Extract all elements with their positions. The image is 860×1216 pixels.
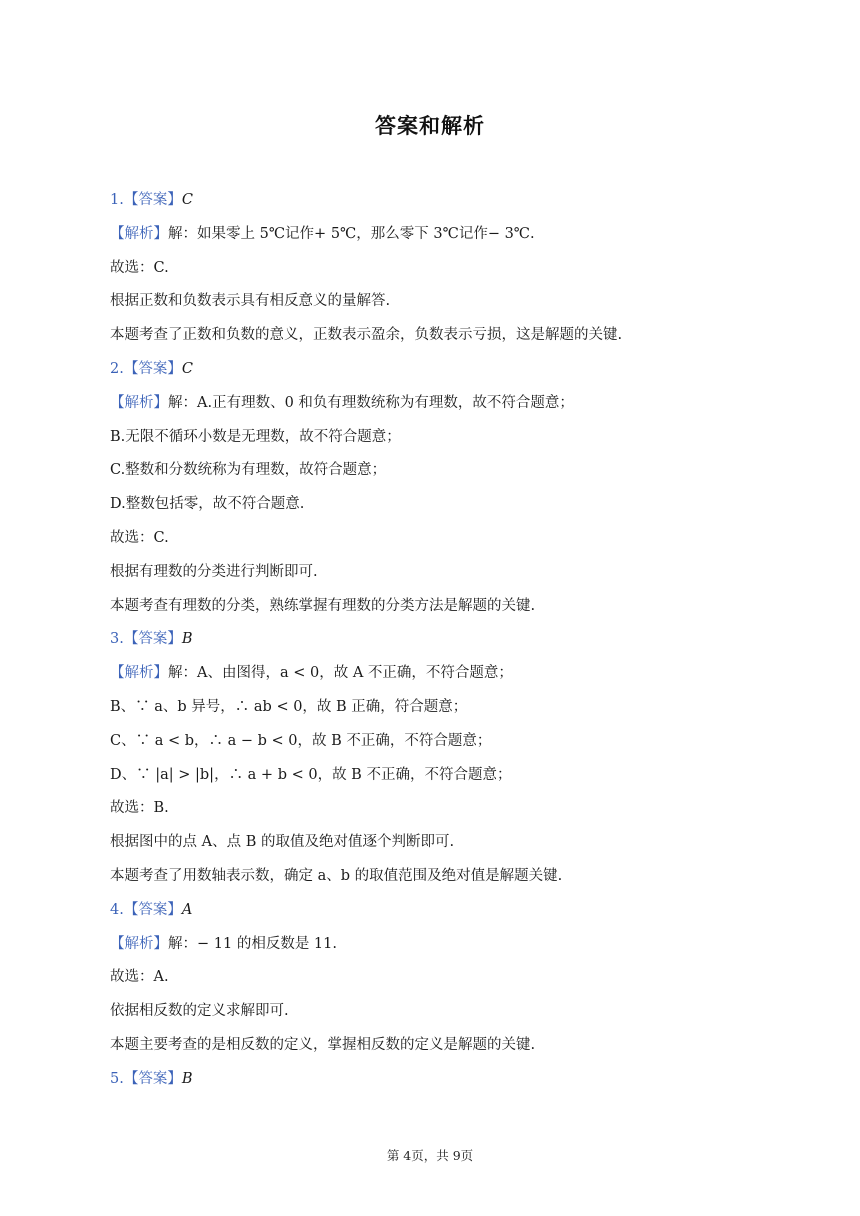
page-footer: 第 4页，共 9页 [386, 1148, 474, 1163]
answer-tag: 【答案】 [123, 1070, 182, 1087]
text-line: B、∵ a、b 异号，∴ ab < 0，故 B 正确，符合题意； [110, 698, 468, 715]
analysis-line [110, 221, 750, 255]
analysis-text: 解：A、由图得，a < 0，故 A 不正确，不符合题意； [168, 665, 513, 682]
text-line: 本题考查有理数的分类，熟练掌握有理数的分类方法是解题的关键. [110, 597, 536, 614]
question-number: 5. [110, 1070, 124, 1087]
text-line: C.整数和分数统称为有理数，故符合题意； [110, 462, 387, 479]
text-line: C、∵ a < b，∴ a − b < 0，故 B 不正确，不符合题意； [110, 732, 492, 749]
text-line: D.整数包括零，故不符合题意. [110, 496, 305, 513]
analysis-tag: 【解析】 [110, 665, 168, 682]
text-line: 故选：C. [110, 529, 169, 546]
answer-tag: 【答案】 [123, 192, 182, 208]
text-line: 本题考查了正数和负数的意义，正数表示盈余，负数表示亏损，这是解题的关键. [110, 327, 623, 344]
answer-choice: C [181, 192, 193, 208]
answer-content [110, 187, 750, 1100]
answer-tag: 【答案】 [123, 901, 182, 918]
answer-line [110, 356, 750, 390]
answer-tag: 【答案】 [123, 631, 182, 648]
analysis-text: 解：A.正有理数、0 和负有理数统称为有理数，故不符合题意； [168, 394, 574, 411]
text-line: 故选：C. [110, 259, 169, 276]
text-line: 故选：B. [110, 800, 169, 817]
analysis-tag: 【解析】 [110, 394, 168, 411]
answer-tag: 【答案】 [123, 360, 182, 377]
analysis-tag: 【解析】 [110, 225, 168, 242]
page-title: 答案和解析 [375, 114, 485, 138]
question-number: 1. [110, 192, 124, 208]
analysis-text: 解：如果零上 5℃记作+ 5℃，那么零下 3℃记作− 3℃. [168, 225, 535, 242]
answer-line [110, 626, 750, 660]
answer-choice: B [181, 631, 193, 648]
text-line: 根据有理数的分类进行判断即可. [110, 563, 318, 580]
question-number: 2. [110, 360, 124, 377]
analysis-line [110, 390, 750, 424]
answer-choice: A [181, 901, 193, 918]
text-line: 依据相反数的定义求解即可. [110, 1003, 289, 1020]
answer-choice: B [181, 1070, 193, 1087]
analysis-text: 解：− 11 的相反数是 11. [168, 935, 337, 952]
text-line: 本题考查了用数轴表示数，确定 a、b 的取值范围及绝对值是解题关键. [110, 867, 563, 884]
text-line: B.无限不循环小数是无理数，故不符合题意； [110, 428, 401, 445]
question-number: 3. [110, 631, 124, 648]
text-line: D、∵ |a| > |b|，∴ a + b < 0，故 B 不正确，不符合题意； [110, 766, 512, 783]
text-line: 根据正数和负数表示具有相反意义的量解答. [110, 293, 391, 310]
question-number: 4. [110, 901, 124, 918]
answer-line [110, 897, 750, 931]
analysis-tag: 【解析】 [110, 935, 168, 952]
analysis-line [110, 931, 750, 965]
answer-line [110, 187, 750, 221]
analysis-line [110, 660, 750, 694]
answer-line [110, 1066, 750, 1100]
text-line: 故选：A. [110, 969, 169, 986]
answer-choice: C [181, 360, 193, 377]
text-line: 根据图中的点 A、点 B 的取值及绝对值逐个判断即可. [110, 834, 455, 851]
text-line: 本题主要考查的是相反数的定义，掌握相反数的定义是解题的关键. [110, 1036, 536, 1053]
